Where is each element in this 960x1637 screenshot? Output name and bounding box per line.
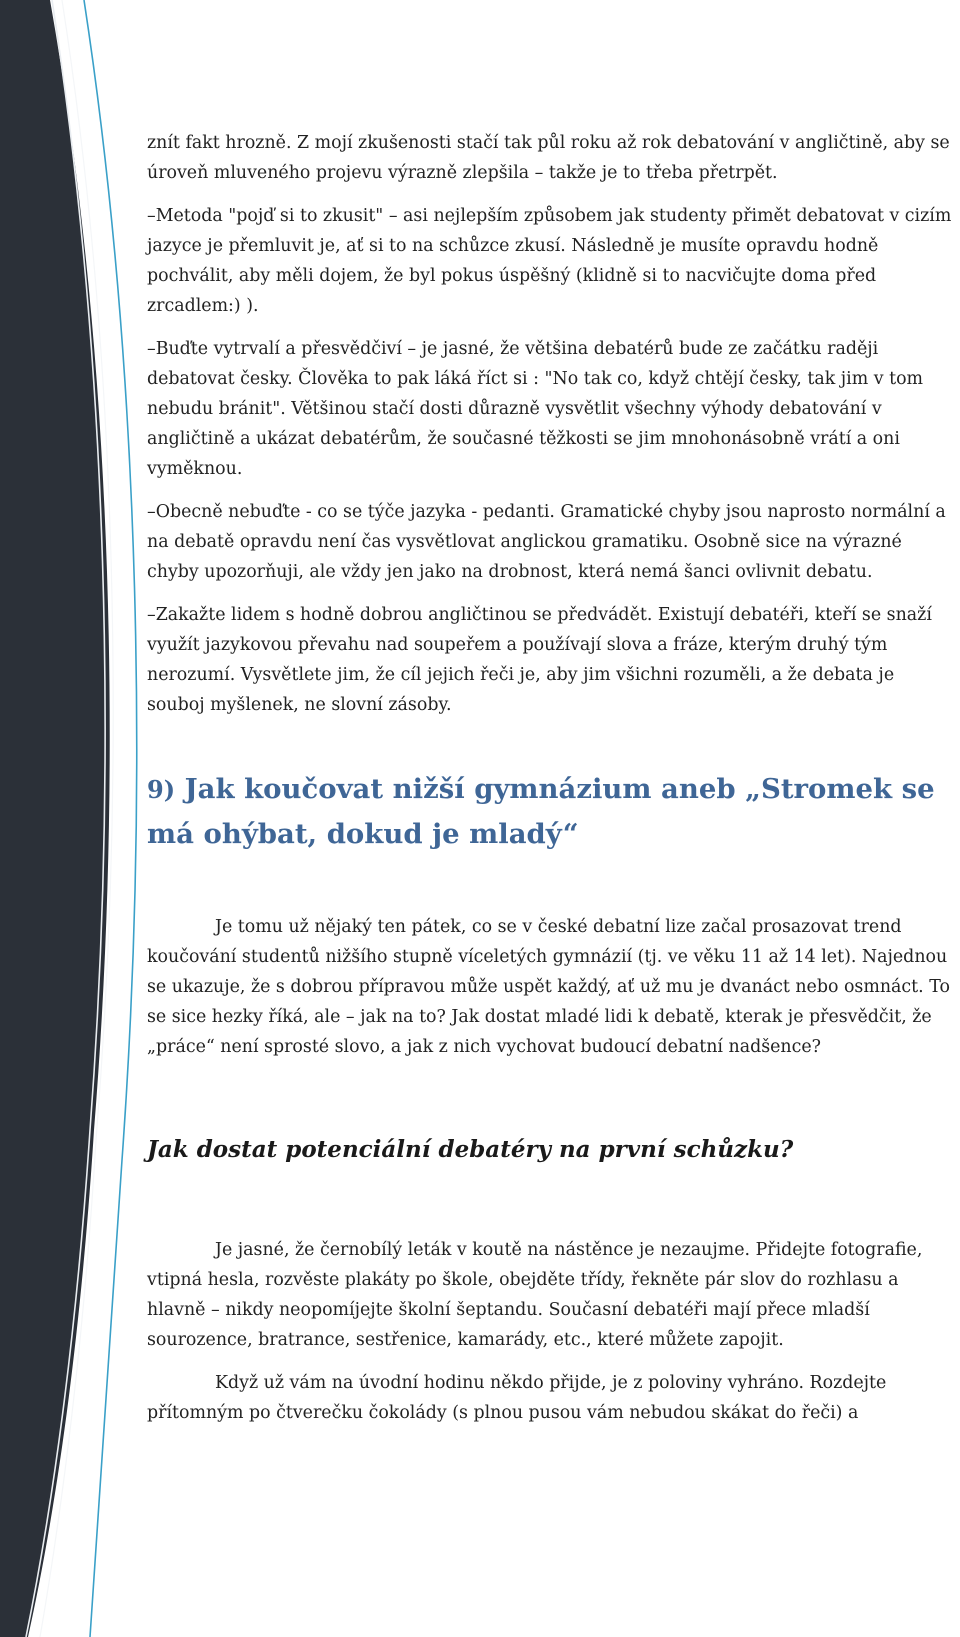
tip-paragraph: –Obecně nebuďte - co se týče jazyka - pedanti. Gramatické chyby jsou naprosto normální a na debatě opravdu není čas vysvětlovat anglickou gramatiku. Osobně sice na výrazné chyby upozorňuji, ale vždy jen jako na drobnost, která nemá šanci ovlivnit debatu. — [147, 502, 946, 582]
sidebar-white-curve-1 — [26, 0, 105, 1637]
section-title: Jak koučovat nižší gymnázium aneb „Stromek se má ohýbat, dokud je mladý“ — [147, 773, 935, 850]
section-heading — [147, 767, 955, 856]
section-number: 9) — [147, 775, 176, 804]
sidebar-white-curve-2 — [40, 0, 113, 1637]
intro-paragraph: Je tomu už nějaký ten pátek, co se v české debatní lize začal prosazovat trend koučování studentů nižšího stupně víceletých gymnázií (tj. ve věku 11 až 14 let). Najednou se ukazuje, že s dobrou přípravou může uspět každý, ať už mu je dvanáct nebo osmnáct. To se sice hezky říká, ale – jak na to? Jak dostat mladé lidi k debatě, kterak je přesvědčit, že „práce“ není sprosté slovo, a jak z nich vychovat budoucí debatní nadšence? — [147, 917, 950, 1057]
tip-paragraph: –Metoda "pojď si to zkusit" – asi nejlepším způsobem jak studenty přimět debatovat v cizím jazyce je přemluvit je, ať si to na schůzce zkusí. Následně je musíte opravdu hodně pochválit, aby měli dojem, že byl pokus úspěšný (klidně si to nacvičujte doma před zrcadlem:) ). — [147, 206, 952, 316]
sidebar-dark-panel — [0, 0, 110, 1637]
body-paragraph: Je jasné, že černobílý leták v koutě na nástěnce je nezaujme. Přidejte fotografie, vtipná hesla, rozvěste plakáty po škole, obejděte třídy, řekněte pár slov do rozhlasu a hlavně – nikdy neopomíjejte školní šeptandu. Současní debatéři mají přece mladší sourozence, bratrance, sestřenice, kamarády, etc., které můžete zapojit. — [147, 1240, 923, 1350]
document-body — [147, 128, 955, 1441]
subsection-heading: Jak dostat potenciální debatéry na první schůzku? — [147, 1136, 794, 1163]
tip-paragraph: –Buďte vytrvalí a přesvědčiví – je jasné, že většina debatérů bude ze začátku raději debatovat česky. Člověka to pak láká říct si : "No tak co, když chtějí česky, tak jim v tom nebudu bránit". Většinou stačí dosti důrazně vysvětlit všechny výhody debatování v angličtině a ukázat debatérům, že současné těžkosti se jim mnohonásobně vrátí a oni vyměknou. — [147, 339, 924, 479]
body-paragraph: znít fakt hrozně. Z mojí zkušenosti stačí tak půl roku až rok debatování v angličtině, aby se úroveň mluveného projevu výrazně zlepšila – takže je to třeba přetrpět. — [147, 133, 950, 183]
sidebar-white-curve-3 — [54, 0, 120, 1637]
tip-paragraph: –Zakažte lidem s hodně dobrou angličtinou se předvádět. Existují debatéři, kteří se snaží využít jazykovou převahu nad soupeřem a používají slova a fráze, kterým druhý tým nerozumí. Vysvětlete jim, že cíl jejich řeči je, aby jim všichni rozuměli, a že debata je souboj myšlenek, ne slovní zásoby. — [147, 605, 932, 715]
body-paragraph: Když už vám na úvodní hodinu někdo přijde, je z poloviny vyhráno. Rozdejte přítomným po čtverečku čokolády (s plnou pusou vám nebudou skákat do řeči) a — [147, 1373, 887, 1423]
sidebar-blue-accent-line — [84, 0, 137, 1637]
